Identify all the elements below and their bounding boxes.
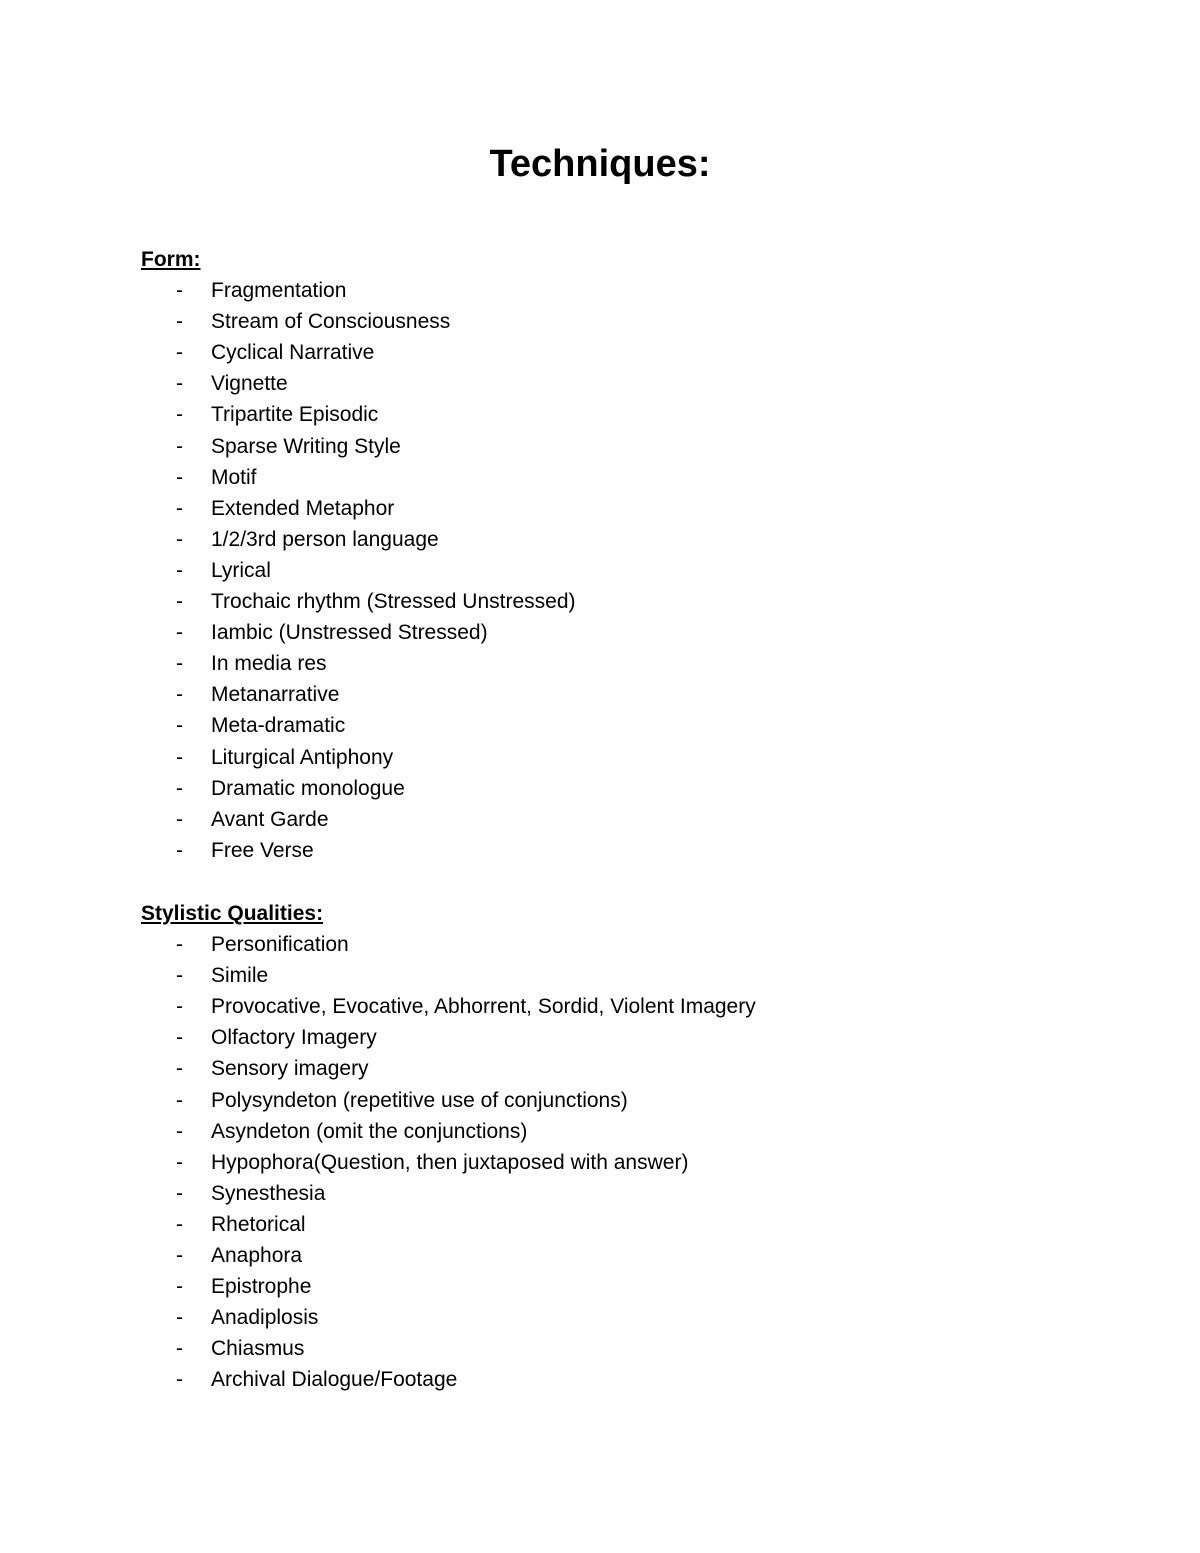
form-heading: Form: [141, 248, 201, 271]
list-item [141, 368, 1141, 399]
form-list [141, 275, 1141, 866]
dash-bullet: - [176, 1306, 183, 1330]
dash-bullet: - [176, 310, 183, 334]
list-item-text: Personification [211, 933, 349, 957]
list-item [141, 1116, 1141, 1147]
list-item [141, 431, 1141, 462]
dash-bullet: - [176, 964, 183, 988]
dash-bullet: - [176, 1057, 183, 1081]
list-item [141, 399, 1141, 430]
dash-bullet: - [176, 558, 183, 582]
list-item [141, 1085, 1141, 1116]
dash-bullet: - [176, 279, 183, 303]
list-item [141, 804, 1141, 835]
list-item [141, 337, 1141, 368]
list-item [141, 1333, 1141, 1364]
dash-bullet: - [176, 745, 183, 769]
list-item-text: Dramatic monologue [211, 776, 405, 800]
list-item [141, 1147, 1141, 1178]
list-item-text: Archival Dialogue/Footage [211, 1368, 458, 1392]
list-item-text: Cyclical Narrative [211, 341, 375, 365]
list-item-text: Iambic (Unstressed Stressed) [211, 621, 488, 645]
dash-bullet: - [176, 838, 183, 862]
dash-bullet: - [176, 1212, 183, 1236]
list-item-text: Extended Metaphor [211, 496, 395, 520]
list-item-text: Provocative, Evocative, Abhorrent, Sordid, Violent Imagery [211, 995, 756, 1019]
list-item-text: Hypophora(Question, then juxtaposed with answer) [211, 1150, 689, 1174]
stylistic-qualities-heading: Stylistic Qualities: [141, 902, 324, 925]
list-item [141, 1178, 1141, 1209]
list-item-text: Sensory imagery [211, 1057, 369, 1081]
list-item-text: In media res [211, 652, 327, 676]
list-item-text: Synesthesia [211, 1181, 326, 1205]
list-item-text: Vignette [211, 372, 288, 396]
dash-bullet: - [176, 1181, 183, 1205]
list-item [141, 710, 1141, 741]
list-item [141, 306, 1141, 337]
list-item [141, 586, 1141, 617]
stylistic-qualities-section [141, 898, 1141, 1396]
list-item-text: Motif [211, 465, 257, 489]
dash-bullet: - [176, 465, 183, 489]
list-item-text: Epistrophe [211, 1275, 312, 1299]
list-item-text: Simile [211, 964, 269, 988]
list-item-text: Anaphora [211, 1244, 303, 1268]
list-item [141, 524, 1141, 555]
list-item [141, 1022, 1141, 1053]
dash-bullet: - [176, 683, 183, 707]
list-item-text: Sparse Writing Style [211, 434, 401, 458]
list-item-text: Avant Garde [211, 807, 329, 831]
list-item [141, 275, 1141, 306]
list-item [141, 773, 1141, 804]
list-item-text: Chiasmus [211, 1337, 305, 1361]
list-item-text: 1/2/3rd person language [211, 527, 439, 551]
dash-bullet: - [176, 1119, 183, 1143]
list-item-text: Lyrical [211, 558, 271, 582]
dash-bullet: - [176, 434, 183, 458]
dash-bullet: - [176, 1088, 183, 1112]
list-item [141, 648, 1141, 679]
list-item-text: Anadiplosis [211, 1306, 319, 1330]
dash-bullet: - [176, 403, 183, 427]
dash-bullet: - [176, 1275, 183, 1299]
form-section [141, 244, 1141, 866]
list-item [141, 1271, 1141, 1302]
list-item [141, 991, 1141, 1022]
list-item-text: Fragmentation [211, 279, 347, 303]
dash-bullet: - [176, 1150, 183, 1174]
list-item-text: Stream of Consciousness [211, 310, 451, 334]
list-item-text: Asyndeton (omit the conjunctions) [211, 1119, 528, 1143]
page-title: Techniques: [489, 143, 711, 185]
list-item-text: Polysyndeton (repetitive use of conjunctions) [211, 1088, 628, 1112]
list-item [141, 617, 1141, 648]
list-item [141, 493, 1141, 524]
list-item [141, 1364, 1141, 1395]
dash-bullet: - [176, 621, 183, 645]
list-item-text: Liturgical Antiphony [211, 745, 394, 769]
list-item-text: Rhetorical [211, 1212, 306, 1236]
dash-bullet: - [176, 341, 183, 365]
dash-bullet: - [176, 1368, 183, 1392]
list-item-text: Olfactory Imagery [211, 1026, 377, 1050]
dash-bullet: - [176, 496, 183, 520]
dash-bullet: - [176, 590, 183, 614]
dash-bullet: - [176, 995, 183, 1019]
dash-bullet: - [176, 714, 183, 738]
dash-bullet: - [176, 933, 183, 957]
dash-bullet: - [176, 527, 183, 551]
list-item [141, 929, 1141, 960]
list-item-text: Metanarrative [211, 683, 340, 707]
list-item [141, 1053, 1141, 1084]
list-item-text: Free Verse [211, 838, 314, 862]
list-item [141, 462, 1141, 493]
list-item-text: Trochaic rhythm (Stressed Unstressed) [211, 590, 576, 614]
list-item [141, 1209, 1141, 1240]
list-item-text: Meta-dramatic [211, 714, 346, 738]
list-item [141, 555, 1141, 586]
dash-bullet: - [176, 807, 183, 831]
list-item [141, 835, 1141, 866]
list-item [141, 742, 1141, 773]
list-item [141, 960, 1141, 991]
list-item [141, 1302, 1141, 1333]
dash-bullet: - [176, 1244, 183, 1268]
list-item [141, 1240, 1141, 1271]
dash-bullet: - [176, 1337, 183, 1361]
dash-bullet: - [176, 372, 183, 396]
dash-bullet: - [176, 1026, 183, 1050]
list-item-text: Tripartite Episodic [211, 403, 379, 427]
dash-bullet: - [176, 652, 183, 676]
stylistic-qualities-list [141, 929, 1141, 1395]
list-item [141, 679, 1141, 710]
dash-bullet: - [176, 776, 183, 800]
